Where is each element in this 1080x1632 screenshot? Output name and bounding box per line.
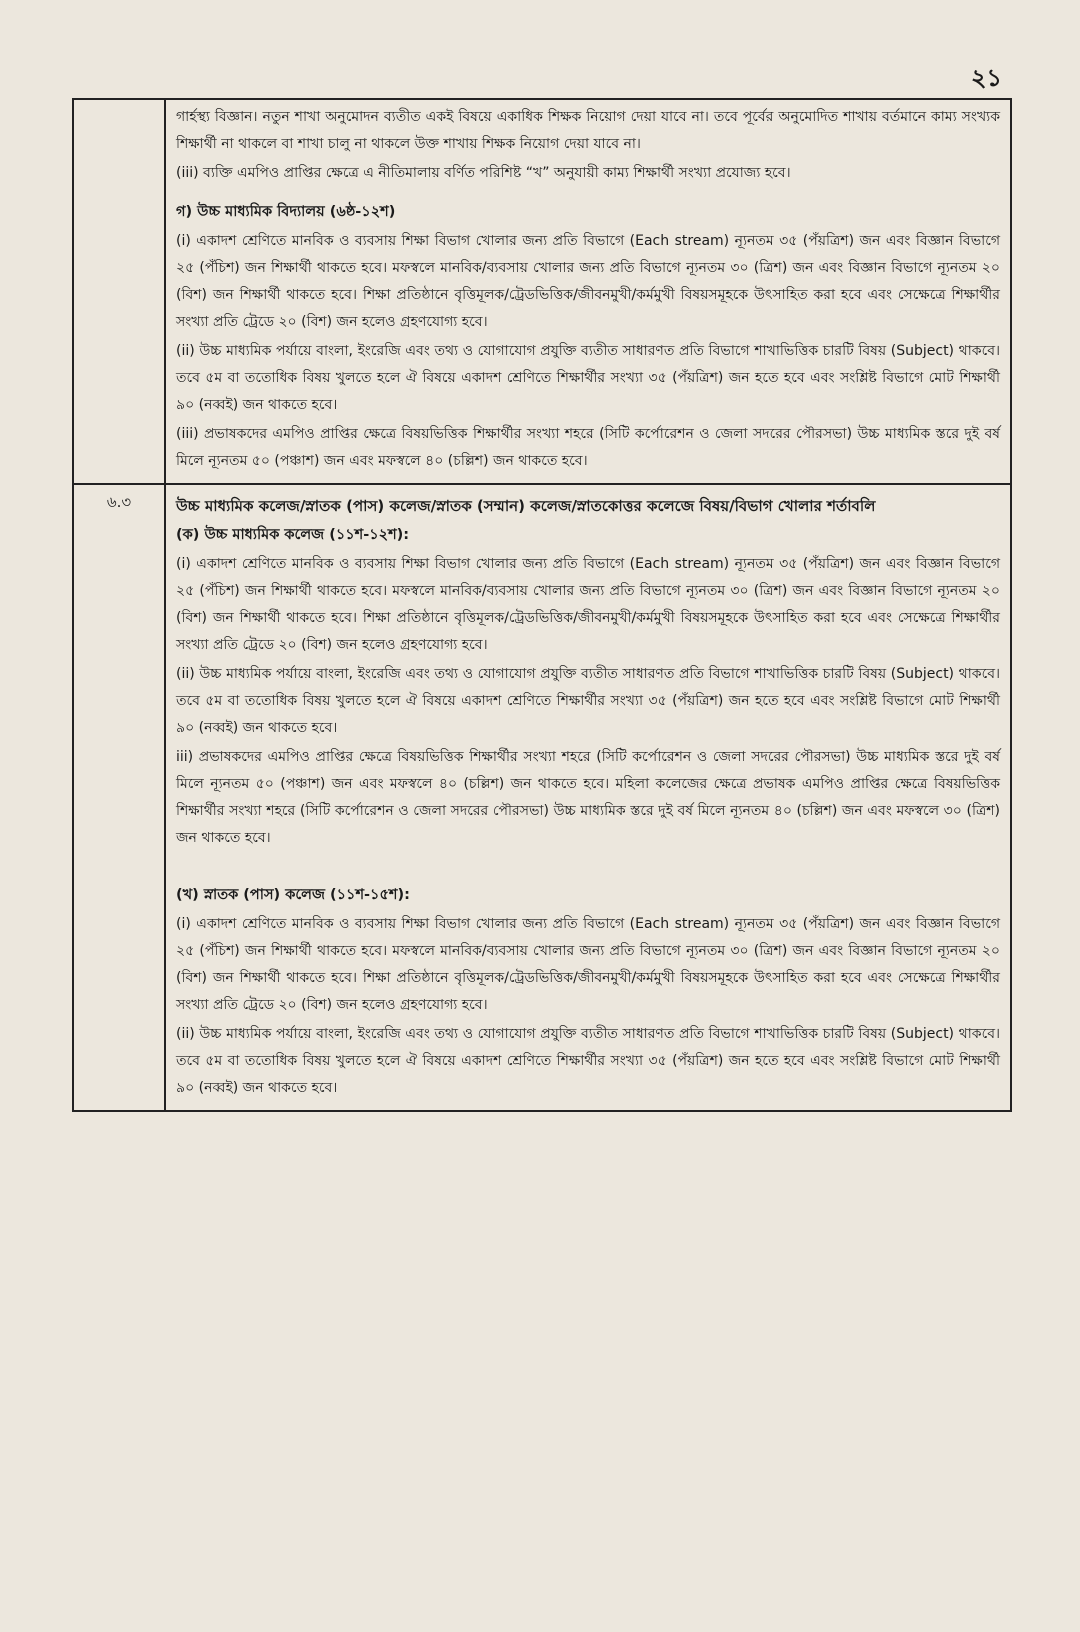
section-heading: (খ) স্নাতক (পাস) কলেজ (১১শ-১৫শ):: [176, 887, 410, 903]
list-item: (iii) প্রভাষকদের এমপিও প্রাপ্তির ক্ষেত্রে বিষয়ভিত্তিক শিক্ষার্থীর সংখ্যা শহরে (সিটি কর্পোরেশন ও জেলা সদরের পৌরসভা) উচ্চ মাধ্যমিক স্তরে দুই বর্ষ মিলে ন্যূনতম ৫০ (পঞ্চাশ) জন এবং মফস্বলে ৪০ (চল্লিশ) জন থাকতে হবে।: [176, 426, 1000, 469]
section-main-heading: উচ্চ মাধ্যমিক কলেজ/স্নাতক (পাস) কলেজ/স্নাতক (সম্মান) কলেজ/স্নাতকোত্তর কলেজে বিষয়/বিভাগ খোলার শর্তাবলি: [176, 497, 876, 515]
list-item: (ii) উচ্চ মাধ্যমিক পর্যায়ে বাংলা, ইংরেজি এবং তথ্য ও যোগাযোগ প্রযুক্তি ব্যতীত সাধারণত প্রতি বিভাগে শাখাভিত্তিক চারটি বিষয় (Subject) থাকবে। তবে ৫ম বা ততোধিক বিষয় খুলতে হলে ঐ বিষয়ে একাদশ শ্রেণিতে শিক্ষার্থীর সংখ্যা ৩৫ (পঁয়ত্রিশ) জন হতে হবে এবং সংশ্লিষ্ট বিভাগে মোট শিক্ষার্থী ৯০ (নব্বই) জন থাকতে হবে।: [176, 666, 1000, 736]
list-item: (i) একাদশ শ্রেণিতে মানবিক ও ব্যবসায় শিক্ষা বিভাগ খোলার জন্য প্রতি বিভাগে (Each stream) ন্যূনতম ৩৫ (পঁয়ত্রিশ) জন এবং বিজ্ঞান বিভাগে ২৫ (পঁচিশ) জন শিক্ষার্থী থাকতে হবে। মফস্বলে মানবিক/ব্যবসায় খোলার জন্য প্রতি বিভাগে ন্যূনতম ৩০ (ত্রিশ) জন এবং বিজ্ঞান বিভাগে ন্যূনতম ২০ (বিশ) জন শিক্ষার্থী থাকতে হবে। শিক্ষা প্রতিষ্ঠানে বৃত্তিমূলক/ট্রেডভিত্তিক/জীবনমুখী/কর্মমুখী বিষয়সমূহকে উৎসাহিত করা হবে এবং সেক্ষেত্রে শিক্ষার্থীর সংখ্যা প্রতি ট্রেডে ২০ (বিশ) জন হলেও গ্রহণযোগ্য হবে।: [176, 916, 1000, 1013]
section-heading: গ) উচ্চ মাধ্যমিক বিদ্যালয় (৬ষ্ঠ-১২শ): [176, 204, 396, 220]
row-content-cell: [165, 99, 1011, 484]
row-number-cell: [73, 99, 165, 484]
table-row: [73, 99, 1011, 484]
row-content-cell: [165, 484, 1011, 1111]
paragraph: (iii) ব্যক্তি এমপিও প্রাপ্তির ক্ষেত্রে এ নীতিমালায় বর্ণিত পরিশিষ্ট “খ” অনুযায়ী কাম্য শিক্ষার্থী সংখ্যা প্রযোজ্য হবে।: [176, 165, 791, 181]
table-row: [73, 484, 1011, 1111]
paragraph: গার্হস্থ্য বিজ্ঞান। নতুন শাখা অনুমোদন ব্যতীত একই বিষয়ে একাধিক শিক্ষক নিয়োগ দেয়া যাবে না। তবে পূর্বের অনুমোদিত শাখায় বর্তমানে কাম্য সংখ্যক শিক্ষার্থী না থাকলে বা শাখা চালু না থাকলে উক্ত শাখায় শিক্ষক নিয়োগ দেয়া যাবে না।: [176, 109, 1000, 152]
list-item: iii) প্রভাষকদের এমপিও প্রাপ্তির ক্ষেত্রে বিষয়ভিত্তিক শিক্ষার্থীর সংখ্যা শহরে (সিটি কর্পোরেশন ও জেলা সদরের পৌরসভা) উচ্চ মাধ্যমিক স্তরে দুই বর্ষ মিলে ন্যূনতম ৫০ (পঞ্চাশ) জন এবং মফস্বলে ৪০ (চল্লিশ) জন থাকতে হবে। মহিলা কলেজের ক্ষেত্রে প্রভাষক এমপিও প্রাপ্তির ক্ষেত্রে বিষয়ভিত্তিক শিক্ষার্থীর সংখ্যা শহরে (সিটি কর্পোরেশন ও জেলা সদরের পৌরসভা) উচ্চ মাধ্যমিক স্তরে দুই বর্ষ মিলে ন্যূনতম ৪০ (চল্লিশ) জন এবং মফস্বলে ৩০ (ত্রিশ) জন থাকতে হবে।: [176, 749, 1000, 846]
row-number-cell: ৬.৩: [73, 484, 165, 1111]
list-item: (i) একাদশ শ্রেণিতে মানবিক ও ব্যবসায় শিক্ষা বিভাগ খোলার জন্য প্রতি বিভাগে (Each stream) ন্যূনতম ৩৫ (পঁয়ত্রিশ) জন এবং বিজ্ঞান বিভাগে ২৫ (পঁচিশ) জন শিক্ষার্থী থাকতে হবে। মফস্বলে মানবিক/ব্যবসায় খোলার জন্য প্রতি বিভাগে ন্যূনতম ৩০ (ত্রিশ) জন এবং বিজ্ঞান বিভাগে ন্যূনতম ২০ (বিশ) জন শিক্ষার্থী থাকতে হবে। শিক্ষা প্রতিষ্ঠানে বৃত্তিমূলক/ট্রেডভিত্তিক/জীবনমুখী/কর্মমুখী বিষয়সমূহকে উৎসাহিত করা হবে এবং সেক্ষেত্রে শিক্ষার্থীর সংখ্যা প্রতি ট্রেডে ২০ (বিশ) জন হলেও গ্রহণযোগ্য হবে।: [176, 556, 1000, 653]
page-number: ২১: [970, 64, 1002, 92]
list-item: (ii) উচ্চ মাধ্যমিক পর্যায়ে বাংলা, ইংরেজি এবং তথ্য ও যোগাযোগ প্রযুক্তি ব্যতীত সাধারণত প্রতি বিভাগে শাখাভিত্তিক চারটি বিষয় (Subject) থাকবে। তবে ৫ম বা ততোধিক বিষয় খুলতে হলে ঐ বিষয়ে একাদশ শ্রেণিতে শিক্ষার্থীর সংখ্যা ৩৫ (পঁয়ত্রিশ) জন হতে হবে এবং সংশ্লিষ্ট বিভাগে মোট শিক্ষার্থী ৯০ (নব্বই) জন থাকতে হবে।: [176, 1026, 1000, 1096]
section-heading: (ক) উচ্চ মাধ্যমিক কলেজ (১১শ-১২শ):: [176, 527, 410, 543]
list-item: (i) একাদশ শ্রেণিতে মানবিক ও ব্যবসায় শিক্ষা বিভাগ খোলার জন্য প্রতি বিভাগে (Each stream) ন্যূনতম ৩৫ (পঁয়ত্রিশ) জন এবং বিজ্ঞান বিভাগে ২৫ (পঁচিশ) জন শিক্ষার্থী থাকতে হবে। মফস্বলে মানবিক/ব্যবসায় খোলার জন্য প্রতি বিভাগে ন্যূনতম ৩০ (ত্রিশ) জন এবং বিজ্ঞান বিভাগে ন্যূনতম ২০ (বিশ) জন শিক্ষার্থী থাকতে হবে। শিক্ষা প্রতিষ্ঠানে বৃত্তিমূলক/ট্রেডভিত্তিক/জীবনমুখী/কর্মমুখী বিষয়সমূহকে উৎসাহিত করা হবে এবং সেক্ষেত্রে শিক্ষার্থীর সংখ্যা প্রতি ট্রেডে ২০ (বিশ) জন হলেও গ্রহণযোগ্য হবে।: [176, 233, 1000, 330]
policy-table: [72, 98, 1012, 1112]
list-item: (ii) উচ্চ মাধ্যমিক পর্যায়ে বাংলা, ইংরেজি এবং তথ্য ও যোগাযোগ প্রযুক্তি ব্যতীত সাধারণত প্রতি বিভাগে শাখাভিত্তিক চারটি বিষয় (Subject) থাকবে। তবে ৫ম বা ততোধিক বিষয় খুলতে হলে ঐ বিষয়ে একাদশ শ্রেণিতে শিক্ষার্থীর সংখ্যা ৩৫ (পঁয়ত্রিশ) জন হতে হবে এবং সংশ্লিষ্ট বিভাগে মোট শিক্ষার্থী ৯০ (নব্বই) জন থাকতে হবে।: [176, 343, 1000, 413]
